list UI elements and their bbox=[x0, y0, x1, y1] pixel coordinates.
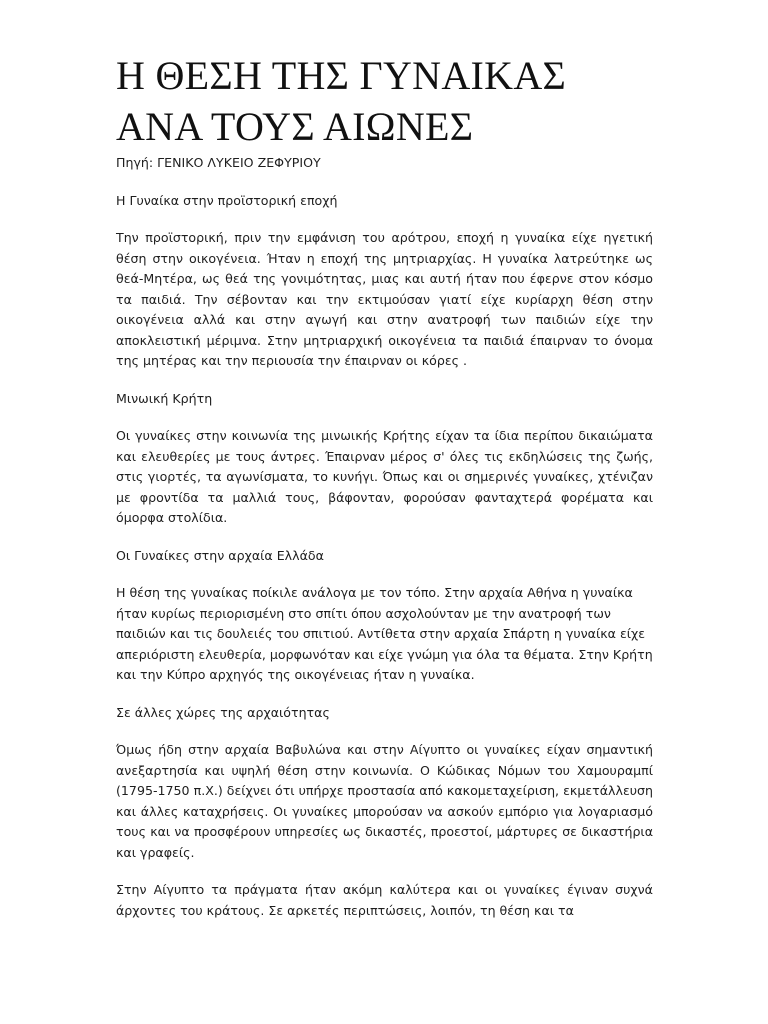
section-heading-other-ancient-countries: Σε άλλες χώρες της αρχαιότητας bbox=[116, 704, 330, 720]
section-heading-prehistoric: Η Γυναίκα στην προϊστορική εποχή bbox=[116, 192, 338, 208]
paragraph-prehistoric: Την προϊστορική, πριν την εμφάνιση του αρότρου, εποχή η γυναίκα είχε ηγετική θέση στην οικογένεια. Ήταν η εποχή της μητριαρχίας. Η γυναίκα λατρεύτηκε ως θεά-Μητέρα, ως θεά της γονιμότητας, μιας και αυτή ήταν που έφερνε στον κόσμο τα παιδιά. Την σέβονταν και την εκτιμούσαν γιατί είχε κυρίαρχη θέση στην οικογένεια αλλά και στην αγωγή και στην ανατροφή των παιδιών είχε την αποκλειστική μέριμνα. Στην μητριαρχική οικογένεια τα παιδιά έπαιρναν το όνομα της μητέρας και την περιουσία την έπαιρναν οι κόρες . bbox=[116, 230, 653, 368]
title-line-2: ΑΝΑ ΤΟΥΣ ΑΙΩΝΕΣ bbox=[116, 104, 474, 149]
section-heading-minoan-crete: Μινωική Κρήτη bbox=[116, 390, 213, 406]
title-line-1: Η ΘΕΣΗ ΤΗΣ ΓΥΝΑΙΚΑΣ bbox=[116, 53, 567, 98]
document-title bbox=[116, 50, 653, 152]
section-heading-ancient-greece: Οι Γυναίκες στην αρχαία Ελλάδα bbox=[116, 547, 324, 563]
source-line: Πηγή: ΓΕΝΙΚΟ ΛΥΚΕΙΟ ΖΕΦΥΡΙΟΥ bbox=[116, 155, 321, 170]
paragraph-egypt: Στην Αίγυπτο τα πράγματα ήταν ακόμη καλύτερα και οι γυναίκες έγιναν συχνά άρχοντες του κράτους. Σε αρκετές περιπτώσεις, λοιπόν, τη θέση και τα bbox=[116, 882, 653, 918]
document-body bbox=[116, 50, 653, 921]
paragraph-minoan-crete: Οι γυναίκες στην κοινωνία της μινωικής Κρήτης είχαν τα ίδια περίπου δικαιώματα και ελευθερίες με τους άντρες. Έπαιρναν μέρος σ' όλες τις εκδηλώσεις της ζωής, στις γιορτές, τα αγωνίσματα, το κυνήγι. Όπως και οι σημερινές γυναίκες, χτένιζαν με φροντίδα τα μαλλιά τους, βάφονταν, φορούσαν φανταχτερά φορέματα και όμορφα στολίδια. bbox=[116, 428, 653, 525]
paragraph-ancient-greece: Η θέση της γυναίκας ποίκιλε ανάλογα με τον τόπο. Στην αρχαία Αθήνα η γυναίκα ήταν κυρίως περιορισμένη στο σπίτι όπου ασχολούνταν με την ανατροφή των παιδιών και τις δουλειές του σπιτιού. Αντίθετα στην αρχαία Σπάρτη η γυναίκα είχε απεριόριστη ελευθερία, μορφωνόταν και είχε γνώμη για όλα τα θέματα. Στην Κρήτη και την Κύπρο αρχηγός της οικογένειας ήταν η γυναίκα. bbox=[116, 585, 653, 682]
paragraph-babylon-egypt: Όμως ήδη στην αρχαία Βαβυλώνα και στην Αίγυπτο οι γυναίκες είχαν σημαντική ανεξαρτησία και υψηλή θέση στην κοινωνία. Ο Κώδικας Νόμων του Χαμουραμπί (1795-1750 π.Χ.) δείχνει ότι υπήρχε προστασία από κακομεταχείριση, εκμετάλλευση και άλλες καταχρήσεις. Οι γυναίκες μπορούσαν να ασκούν εμπόριο για λογαριασμό τους και να προσφέρουν υπηρεσίες ως δικαστές, προεστοί, μάρτυρες σε δικαστήρια και γραφείς. bbox=[116, 742, 653, 860]
